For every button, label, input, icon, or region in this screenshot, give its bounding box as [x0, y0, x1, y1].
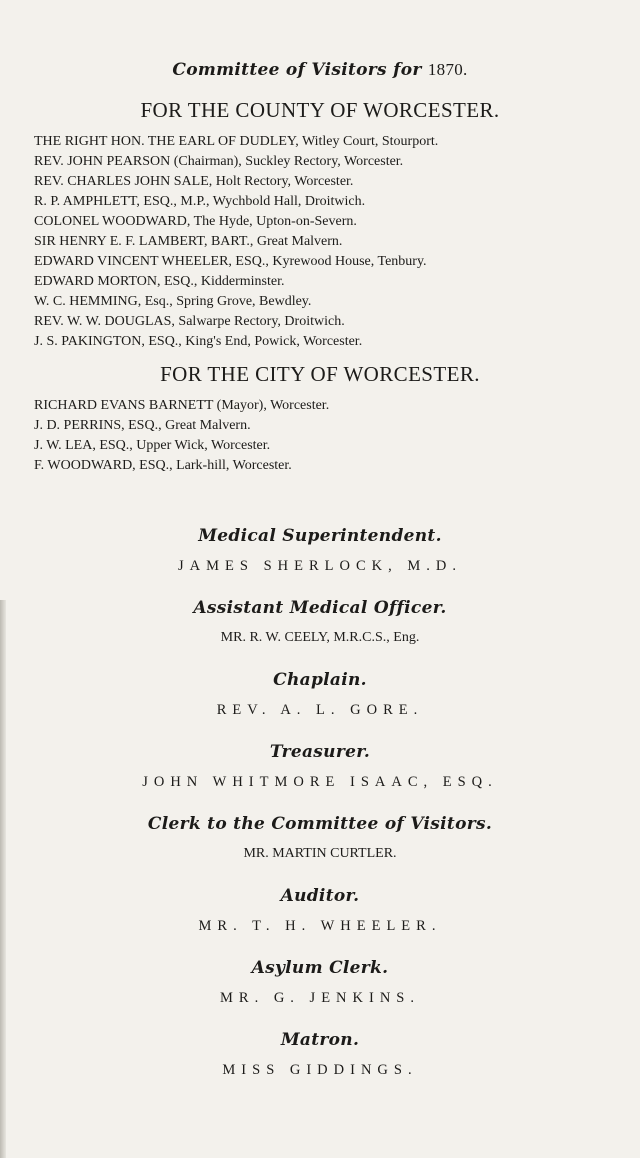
list-item: SIR HENRY E. F. LAMBERT, BART., Great Malvern.	[34, 234, 343, 249]
list-item: THE RIGHT HON. THE EARL OF DUDLEY, Witley Court, Stourport.	[34, 134, 439, 149]
list-item: EDWARD VINCENT WHEELER, ESQ., Kyrewood House, Tenbury.	[34, 254, 427, 269]
asylum-clerk-title: Asylum Clerk.	[251, 958, 389, 978]
list-item: W. C. HEMMING, Esq., Spring Grove, Bewdley.	[34, 294, 312, 309]
city-members-list	[34, 396, 634, 476]
page-title-text: Committee of Visitors for	[172, 60, 422, 80]
list-item: RICHARD EVANS BARNETT (Mayor), Worcester.	[34, 398, 330, 413]
list-item: J. D. PERRINS, ESQ., Great Malvern.	[34, 418, 251, 433]
treasurer-name: JOHN WHITMORE ISAAC, ESQ.	[142, 774, 498, 790]
medical-superintendent-title: Medical Superintendent.	[198, 526, 442, 546]
list-item: REV. CHARLES JOHN SALE, Holt Rectory, Worcester.	[34, 174, 354, 189]
asylum-clerk-name: MR. G. JENKINS.	[220, 990, 420, 1006]
matron-name: MISS GIDDINGS.	[222, 1062, 418, 1078]
clerk-to-committee-title: Clerk to the Committee of Visitors.	[147, 814, 493, 834]
auditor-title: Auditor.	[280, 886, 360, 906]
page-title	[0, 60, 640, 80]
list-item: COLONEL WOODWARD, The Hyde, Upton-on-Severn.	[34, 214, 357, 229]
treasurer-title: Treasurer.	[269, 742, 371, 762]
matron-title: Matron.	[280, 1030, 360, 1050]
assistant-medical-officer-title: Assistant Medical Officer.	[193, 598, 447, 618]
list-item: J. W. LEA, ESQ., Upper Wick, Worcester.	[34, 438, 271, 453]
page-title-year: 1870.	[427, 60, 468, 79]
list-item: J. S. PAKINGTON, ESQ., King's End, Powick, Worcester.	[34, 334, 363, 349]
list-item: REV. JOHN PEARSON (Chairman), Suckley Rectory, Worcester.	[34, 154, 404, 169]
chaplain-title: Chaplain.	[273, 670, 367, 690]
list-item: EDWARD MORTON, ESQ., Kidderminster.	[34, 274, 285, 289]
county-members-list	[34, 132, 634, 352]
chaplain-name: REV. A. L. GORE.	[216, 702, 424, 718]
city-heading: FOR THE CITY OF WORCESTER.	[160, 362, 480, 386]
medical-superintendent-name: JAMES SHERLOCK, M.D.	[178, 558, 462, 574]
assistant-medical-officer-name: MR. R. W. CEELY, M.R.C.S., Eng.	[220, 630, 420, 645]
list-item: R. P. AMPHLETT, ESQ., M.P., Wychbold Hall, Droitwich.	[34, 194, 366, 209]
list-item: F. WOODWARD, ESQ., Lark-hill, Worcester.	[34, 458, 292, 473]
county-heading: FOR THE COUNTY OF WORCESTER.	[140, 98, 500, 122]
clerk-to-committee-name: MR. MARTIN CURTLER.	[243, 846, 397, 861]
auditor-name: MR. T. H. WHEELER.	[198, 918, 442, 934]
list-item: REV. W. W. DOUGLAS, Salwarpe Rectory, Droitwich.	[34, 314, 345, 329]
